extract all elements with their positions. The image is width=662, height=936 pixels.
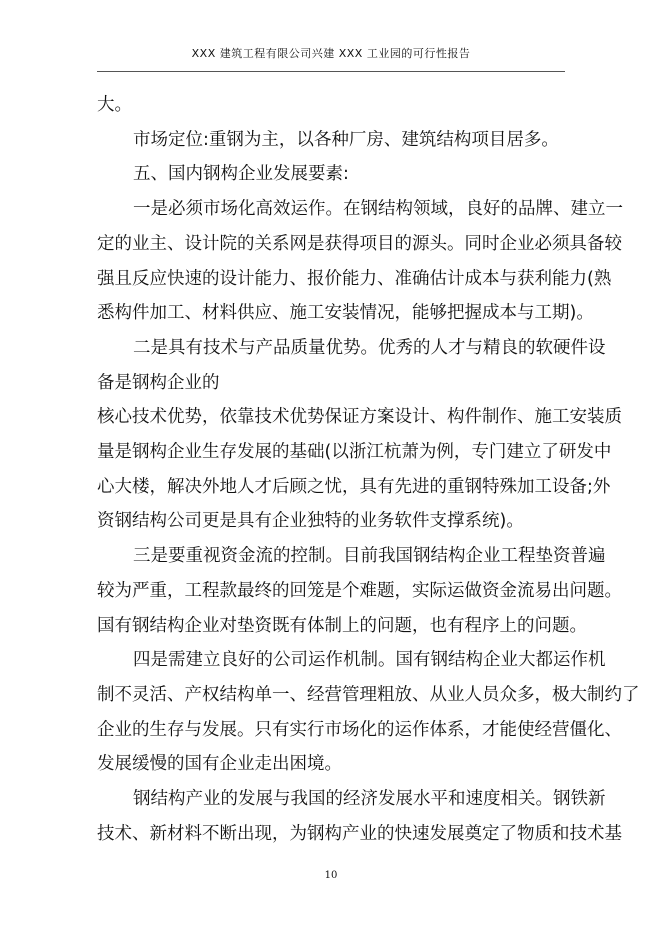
text-line: 企业的生存与发展。只有实行市场化的运作体系，才能使经营僵化、 (97, 719, 622, 740)
text-line: 四是需建立良好的公司运作机制。国有钢结构企业大都运作机 (133, 650, 606, 671)
text-line: 量是钢构企业生存发展的基础(以浙江杭萧为例，专门建立了研发中 (97, 442, 612, 463)
text-line: 核心技术优势，依靠技术优势保证方案设计、构件制作、施工安装质 (97, 407, 622, 428)
text-line: 二是具有技术与产品质量优势。优秀的人才与精良的软硬件设 (133, 337, 606, 358)
text-line: 技术、新材料不断出现，为钢构产业的快速发展奠定了物质和技术基 (97, 823, 622, 844)
text-line: 国有钢结构企业对垫资既有体制上的问题，也有程序上的问题。 (97, 615, 587, 636)
text-line: 定的业主、设计院的关系网是获得项目的源头。同时企业必须具备较 (97, 233, 622, 254)
document-body (97, 88, 640, 851)
page-header (97, 43, 565, 72)
text-line: 悉构件加工、材料供应、施工安装情况，能够把握成本与工期)。 (97, 303, 594, 324)
text-line: 一是必须市场化高效运作。在钢结构领域，良好的品牌、建立一 (133, 199, 623, 220)
text-line: 强且反应快速的设计能力、报价能力、准确估计成本与获利能力(熟 (97, 268, 612, 289)
text-line: 心大楼，解决外地人才后顾之忧，具有先进的重钢特殊加工设备;外 (97, 476, 611, 497)
header-title: XXX 建筑工程有限公司兴建 XXX 工业园的可行性报告 (191, 47, 471, 60)
text-line: 五、国内钢构企业发展要素: (133, 164, 349, 185)
text-line: 资钢结构公司更是具有企业独特的业务软件支撑系统)。 (97, 511, 524, 532)
text-line: 较为严重，工程款最终的回笼是个难题，实际运做资金流易出问题。 (97, 580, 622, 601)
text-line: 发展缓慢的国有企业走出困境。 (97, 754, 342, 775)
text-line: 大。 (97, 95, 132, 115)
page-number: 10 (324, 870, 338, 881)
text-line: 钢结构产业的发展与我国的经济发展水平和速度相关。钢铁新 (133, 789, 606, 810)
text-line: 市场定位:重钢为主，以各种厂房、建筑结构项目居多。 (133, 129, 559, 150)
text-line: 备是钢构企业的 (97, 372, 220, 393)
text-line: 三是要重视资金流的控制。目前我国钢结构企业工程垫资普遍 (133, 546, 606, 567)
page-footer (0, 870, 662, 881)
text-line: 制不灵活、产权结构单一、经营管理粗放、从业人员众多，极大制约了 (97, 684, 640, 705)
